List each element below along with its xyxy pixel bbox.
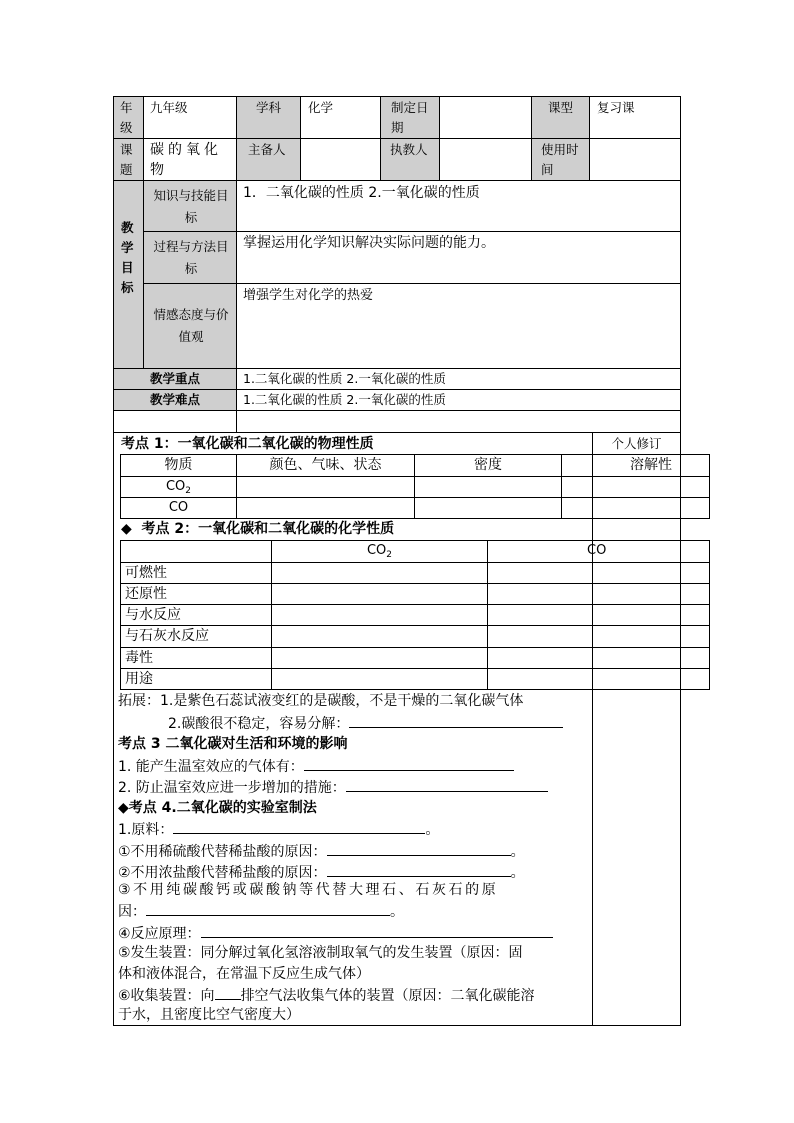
objective-content-process: 掌握运用化学知识解决实际问题的能力。 <box>243 235 495 251</box>
section3-item1: 1. 能产生温室效应的气体有： <box>118 756 514 778</box>
answer-blank[interactable] <box>304 756 514 771</box>
col-appearance: 颜色、气味、状态 <box>269 457 382 473</box>
subject-value: 化学 <box>308 100 334 115</box>
device-line1: ⑤发生装置：同分解过氧化氢溶液制取氧气的发生装置（原因：固 <box>118 945 523 961</box>
answer-blank[interactable] <box>349 713 563 728</box>
reason2-line: ②不用浓盐酸代替稀盐酸的原因： 。 <box>118 862 525 884</box>
difficult-point-label: 教学难点 <box>149 392 200 407</box>
col-solubility: 溶解性 <box>630 457 672 473</box>
grade-value: 九年级 <box>150 100 188 115</box>
section1-title: 考点 1：一氧化碳和二氧化碳的物理性质 <box>121 436 374 452</box>
collect-line1: ⑥收集装置：向 排空气法收集气体的装置（原因：二氧化碳能溶 <box>118 985 535 1007</box>
objectives-label: 教学目标 <box>121 220 134 295</box>
subject-label: 学科 <box>256 100 282 115</box>
extension-line2: 2.碳酸很不稳定，容易分解： <box>168 713 563 735</box>
answer-blank[interactable] <box>146 901 390 916</box>
section4-title: ◆考点 4.二氧化碳的实验室制法 <box>118 800 317 816</box>
material-line: 1.原料： 。 <box>118 819 439 841</box>
reason3-line1: ③不用纯碳酸钙或碳酸钠等代替大理石、石灰石的原 <box>118 882 499 898</box>
extension-line1: 拓展：1.是紫色石蕊试液变红的是碳酸，不是干燥的二氧化碳气体 <box>118 693 524 709</box>
topic-label: 课题 <box>120 142 133 177</box>
date-label: 制定日期 <box>391 100 429 135</box>
prop-toxicity: 毒性 <box>125 650 153 666</box>
teacher-label: 执教人 <box>390 142 428 157</box>
grade-label: 年级 <box>120 100 133 135</box>
answer-blank[interactable] <box>327 841 511 856</box>
answer-blank[interactable] <box>173 819 425 834</box>
device-line2: 体和液体混合，在常温下反应生成气体） <box>118 966 370 982</box>
difficult-point-content: 1.二氧化碳的性质 2.一氧化碳的性质 <box>243 392 446 407</box>
col-co2: $CO_2$ <box>366 543 393 560</box>
key-point-content: 1.二氧化碳的性质 2.一氧化碳的性质 <box>243 371 446 386</box>
section3-item2: 2. 防止温室效应进一步增加的措施： <box>118 777 548 799</box>
answer-blank[interactable] <box>346 777 548 792</box>
answer-blank[interactable] <box>327 862 511 877</box>
objective-content-attitude: 增强学生对化学的热爱 <box>243 288 374 303</box>
col-substance: 物质 <box>164 457 193 473</box>
collect-line2: 于水，且密度比空气密度大） <box>118 1007 300 1023</box>
key-point-label: 教学重点 <box>149 371 200 386</box>
lesson-type-value: 复习课 <box>597 100 635 115</box>
objective-name-attitude: 情感态度与价值观 <box>153 307 229 344</box>
answer-blank[interactable] <box>201 923 553 938</box>
objective-name-knowledge: 知识与技能目标 <box>153 188 229 225</box>
section3-title: 考点 3 二氧化碳对生活和环境的影响 <box>118 736 348 752</box>
reason3-line2: 因： 。 <box>118 901 404 923</box>
col-density: 密度 <box>474 457 502 473</box>
lesson-type-label: 课型 <box>548 100 574 115</box>
prop-limewater-reaction: 与石灰水反应 <box>125 628 209 644</box>
reason1-line: ①不用稀硫酸代替稀盐酸的原因： 。 <box>118 841 525 863</box>
topic-value: 碳的氧化物 <box>150 142 222 178</box>
answer-blank[interactable] <box>215 985 241 1000</box>
row-co2: $CO_2$ <box>165 479 192 496</box>
prop-uses: 用途 <box>125 671 153 687</box>
row-co: CO <box>168 500 189 515</box>
prop-water-reaction: 与水反应 <box>125 607 181 623</box>
section2-title: ◆ 考点 2：一氧化碳和二氧化碳的化学性质 <box>121 521 395 537</box>
principle-line: ④反应原理： <box>118 923 553 945</box>
objective-content-knowledge: 1．二氧化碳的性质 2.一氧化碳的性质 <box>243 185 480 201</box>
personal-revision-label: 个人修订 <box>611 436 662 451</box>
objective-name-process: 过程与方法目标 <box>153 239 229 276</box>
prop-flammability: 可燃性 <box>125 565 167 581</box>
use-time-label: 使用时间 <box>541 142 579 177</box>
preparer-label: 主备人 <box>248 142 286 157</box>
col-co: CO <box>587 543 607 558</box>
prop-reducibility: 还原性 <box>125 586 167 602</box>
